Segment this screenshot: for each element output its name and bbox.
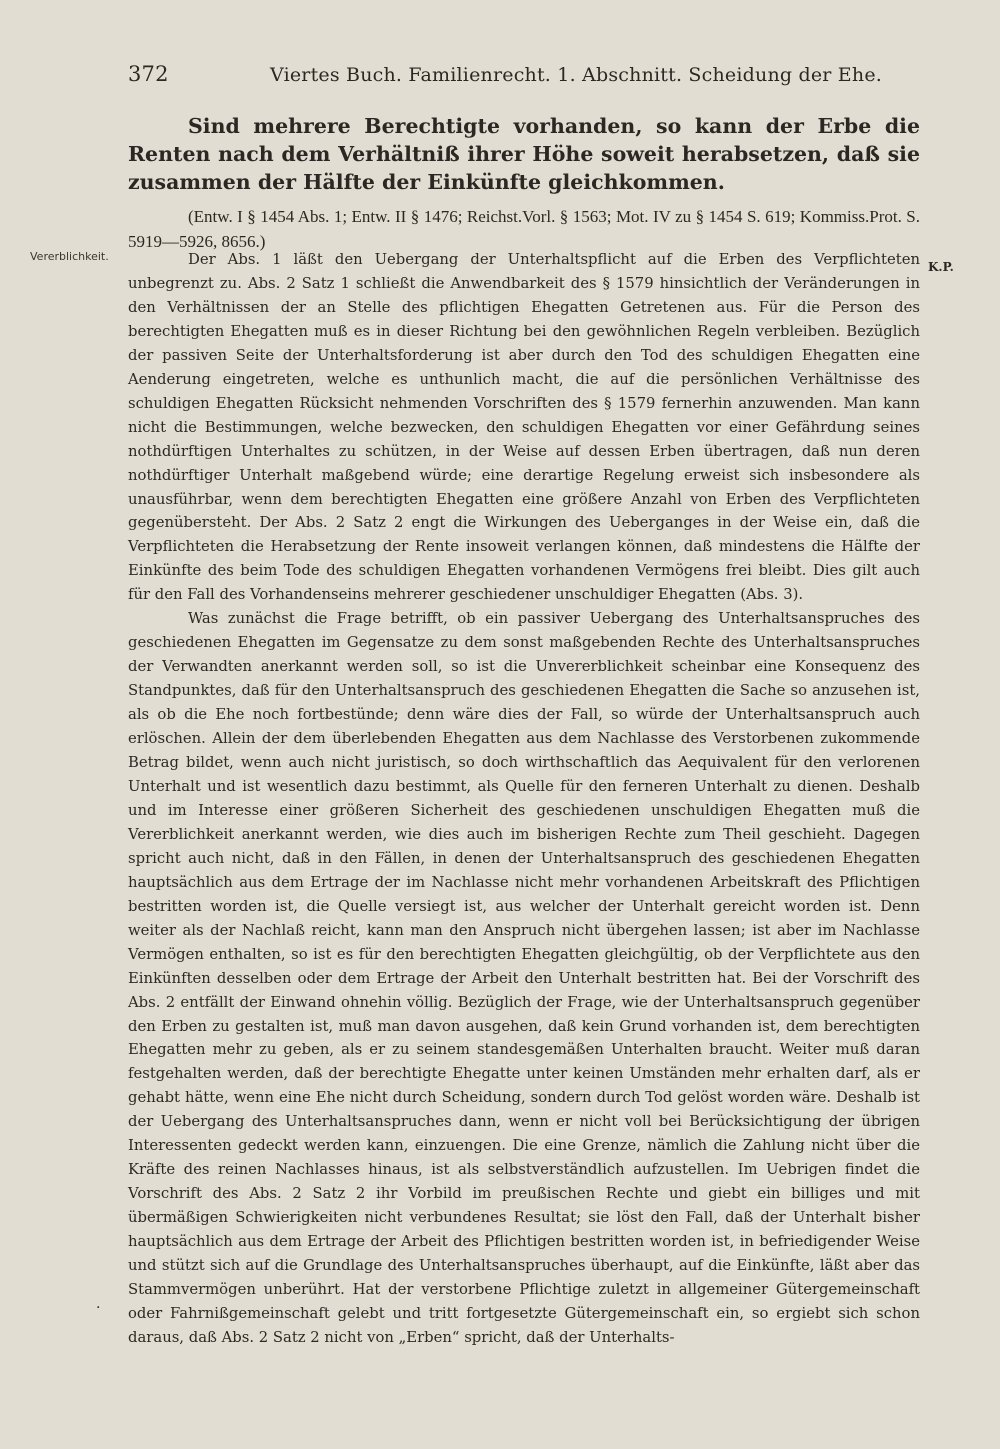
page-number: 372 [128,62,169,86]
statute-text: Sind mehrere Berechtigte vorhanden, so kann der Erbe die Renten nach dem Verhältniß ihrer Höhe soweit herabsetzen, daß sie zusammen der Hälfte der Einkünfte gleichkommen. [128,114,920,194]
margin-dot: . [96,1296,101,1312]
commentary-paragraph-2: Was zunächst die Frage betrifft, ob ein passiver Uebergang des Unterhaltsanspruches des geschiedenen Ehegatten im Gegensatze zu dem sonst maßgebenden Rechte des Unterhaltsanspruches der Verwandten anerkannt werden soll, so ist die Unvererblichkeit scheinbar eine Konsequenz des Standpunktes, daß für den Unterhaltsanspruch des geschiedenen Ehegatten die Sache so anzusehen ist, als ob die Ehe noch fortbestünde; denn wäre dies der Fall, so würde der Unterhaltsanspruch auch erlöschen. Allein der dem überlebenden Ehegatten aus dem Nachlasse des Verstorbenen zukommende Betrag bildet, wenn auch nicht juristisch, so doch wirthschaftlich das Aequivalent für den verlorenen Unterhalt und ist wesentlich dazu bestimmt, als Quelle für den ferneren Unterhalt zu dienen. Deshalb und im Interesse einer größeren Sicherheit des geschiedenen unschuldigen Ehegatten muß die Vererblichkeit anerkannt werden, wie dies auch im bisherigen Rechte zum Theil geschieht. Dagegen spricht auch nicht, daß in den Fällen, in denen der Unterhaltsanspruch des geschiedenen Ehegatten hauptsächlich aus dem Ertrage der im Nachlasse nicht mehr vorhandenen Arbeitskraft des Pflichtigen bestritten worden ist, die Quelle versiegt ist, aus welcher der Unterhalt gereicht worden ist. Denn weiter als der Nachlaß reicht, kann man den Anspruch nicht übergehen lassen; ist aber im Nachlasse Vermögen enthalten, so ist es für den berechtigten Ehegatten gleichgültig, ob der Verpflichtete aus den Einkünften desselben oder dem Ertrage der Arbeit den Unterhalt bestritten hat. Bei der Vorschrift des Abs. 2 entfällt der Einwand ohnehin völlig. Bezüglich der Frage, wie der Unterhaltsanspruch gegenüber den Erben zu gestalten ist, muß man davon ausgehen, daß kein Grund vorhanden ist, dem berechtigten Ehegatten mehr zu geben, als er zu seinem standesgemäßen Unterhalten braucht. Weiter muß daran festgehalten werden, daß der berechtigte Ehegatte unter keinen Umständen mehr erhalten darf, als er gehabt hätte, wenn eine Ehe nicht durch Scheidung, sondern durch Tod gelöst worden wäre. Deshalb ist der Uebergang des Unterhaltsanspruches dann, wenn er nicht voll bei Berücksichtigung der übrigen Interessenten gedeckt werden kann, einzuengen. Die eine Grenze, nämlich die Zahlung nicht über die Kräfte des reinen Nachlasses hinaus, ist als selbstverständlich aufzustellen. Im Uebrigen findet die Vorschrift des Abs. 2 Satz 2 ihr Vorbild im preußischen Rechte und giebt ein billiges und mit übermäßigen Schwierigkeiten nicht verbundenes Resultat; sie löst den Fall, daß der Unterhalt bisher hauptsächlich aus dem Ertrage der Arbeit des Pflichtigen bestritten worden ist, in befriedigender Weise und stützt sich auf die Grundlage des Unterhaltsanspruches überhaupt, auf die Einkünfte, läßt aber das Stammvermögen unberührt. Hat der verstorbene Pflichtige zuletzt in allgemeiner Gütergemeinschaft oder Fahrnißgemeinschaft gelebt und tritt fortgesetzte Gütergemeinschaft ein, so ergiebt sich schon daraus, daß Abs. 2 Satz 2 nicht von „Erben“ spricht, daß der Unterhalts- [128,610,920,1346]
margin-note-right: K.P. [928,260,954,274]
page-header [128,62,918,92]
commentary-paragraph-1: Der Abs. 1 läßt den Uebergang der Unterhaltspflicht auf die Erben des Verpflichteten unbegrenzt zu. Abs. 2 Satz 1 schließt die Anwendbarkeit des § 1579 hinsichtlich der Veränderungen in den Verhältnissen der an Stelle des pflichtigen Ehegatten Getretenen aus. Für die Person des berechtigten Ehegatten muß es in dieser Richtung bei den gewöhnlichen Regeln verbleiben. Bezüglich der passiven Seite der Unterhaltsforderung ist aber durch den Tod des schuldigen Ehegatten eine Aenderung eingetreten, welche es unthunlich macht, die auf die persönlichen Verhältnisse des schuldigen Ehegatten Rücksicht nehmenden Vorschriften des § 1579 fernerhin anzuwenden. Man kann nicht die Bestimmungen, welche bezwecken, den schuldigen Ehegatten vor einer Gefährdung seines nothdürftigen Unterhaltes zu schützen, in der Weise auf dessen Erben übertragen, daß nun deren nothdürftiger Unterhalt maßgebend würde; eine derartige Regelung erweist sich insbesondere als unausführbar, wenn dem berechtigten Ehegatten eine größere Anzahl von Erben des Verpflichteten gegenübersteht. Der Abs. 2 Satz 2 engt die Wirkungen des Ueberganges in der Weise ein, daß die Verpflichteten die Herabsetzung der Rente insoweit verlangen können, daß mindestens die Hälfte der Einkünfte des beim Tode des schuldigen Ehegatten vorhandenen Vermögens frei bleibt. Dies gilt auch für den Fall des Vorhandenseins mehrerer geschiedener unschuldiger Ehegatten (Abs. 3). [128,251,920,604]
running-head: Viertes Buch. Familienrecht. 1. Abschnitt. Scheidung der Ehe. [270,64,882,86]
margin-note-left: Vererblichkeit. [30,250,109,263]
commentary-body [128,248,920,1350]
citation-reference: (Entw. I § 1454 Abs. 1; Entw. II § 1476; Reichst.Vorl. § 1563; Mot. IV zu § 1454 S. 619; Kommiss.Prot. S. 5919—5926, 8656.) [128,207,920,251]
